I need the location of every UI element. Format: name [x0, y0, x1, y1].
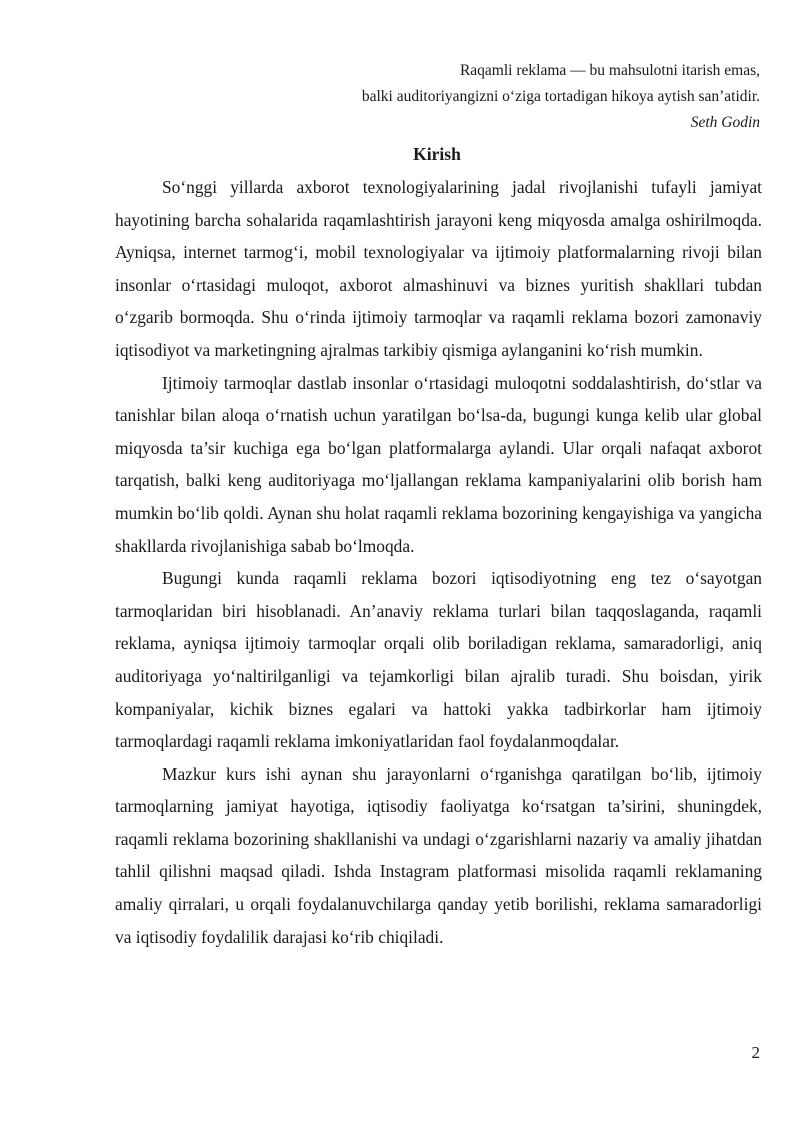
paragraph: Ijtimoiy tarmoqlar dastlab insonlar o‘rtasidagi muloqotni soddalashtirish, do‘stlar va tanishlar bilan aloqa o‘rnatish uchun yaratilgan bo‘lsa-da, bugungi kunga kelib ular global miqyosda ta’sir kuchiga ega bo‘lgan platformalarga aylandi. Ular orqali nafaqat axborot tarqatish, balki keng auditoriyaga mo‘ljallangan reklama kampaniyalarini olib borish ham mumkin bo‘lib qoldi. Aynan shu holat raqamli reklama bozorining kengayishiga va yangicha shakllarda rivojlanishiga sabab bo‘lmoqda. — [115, 372, 762, 556]
section-heading: Kirish — [413, 144, 461, 164]
epigraph-line-2: balki auditoriyangizni o‘ziga tortadigan hikoya aytish san’atidir. — [361, 88, 760, 105]
epigraph-line-1: Raqamli reklama — bu mahsulotni itarish emas, — [459, 62, 760, 79]
epigraph-author: Seth Godin — [690, 114, 760, 131]
body-text — [115, 171, 762, 953]
page-number: 2 — [751, 1043, 760, 1062]
paragraph: Bugungi kunda raqamli reklama bozori iqtisodiyotning eng tez o‘sayotgan tarmoqlaridan biri hisoblanadi. An’anaviy reklama turlari bilan taqqoslaganda, raqamli reklama, ayniqsa ijtimoiy tarmoqlar orqali olib boriladigan reklama, samaradorligi, aniq auditoriyaga yo‘naltirilganligi va tejamkorligi bilan ajralib turadi. Shu boisdan, yirik kompaniyalar, kichik biznes egalari va hattoki yakka tadbirkorlar ham ijtimoiy tarmoqlardagi raqamli reklama imkoniyatlaridan faol foydalanmoqdalar. — [115, 568, 762, 752]
paragraph: Mazkur kurs ishi aynan shu jarayonlarni o‘rganishga qaratilgan bo‘lib, ijtimoiy tarmoqlarning jamiyat hayotiga, iqtisodiy faoliyatga ko‘rsatgan ta’sirini, shuningdek, raqamli reklama bozorining shakllanishi va undagi o‘zgarishlarni nazariy va amaliy jihatdan tahlil qilishni maqsad qiladi. Ishda Instagram platformasi misolida raqamli reklamaning amaliy qirralari, u orqali foydalanuvchilarga qanday yetib borilishi, reklama samaradorligi va iqtisodiy foydalilik darajasi ko‘rib chiqiladi. — [115, 763, 762, 947]
epigraph — [200, 58, 760, 136]
paragraph: So‘nggi yillarda axborot texnologiyalarining jadal rivojlanishi tufayli jamiyat hayotining barcha sohalarida raqamlashtirish jarayoni keng miqyosda amalga oshirilmoqda. Ayniqsa, internet tarmog‘i, mobil texnologiyalar va ijtimoiy platformalarning rivoji bilan insonlar o‘rtasidagi muloqot, axborot almashinuvi va biznes yuritish shakllari tubdan o‘zgarib bormoqda. Shu o‘rinda ijtimoiy tarmoqlar va raqamli reklama bozori zamonaviy iqtisodiyot va marketingning ajralmas tarkibiy qismiga aylanganini ko‘rish mumkin. — [115, 177, 762, 360]
